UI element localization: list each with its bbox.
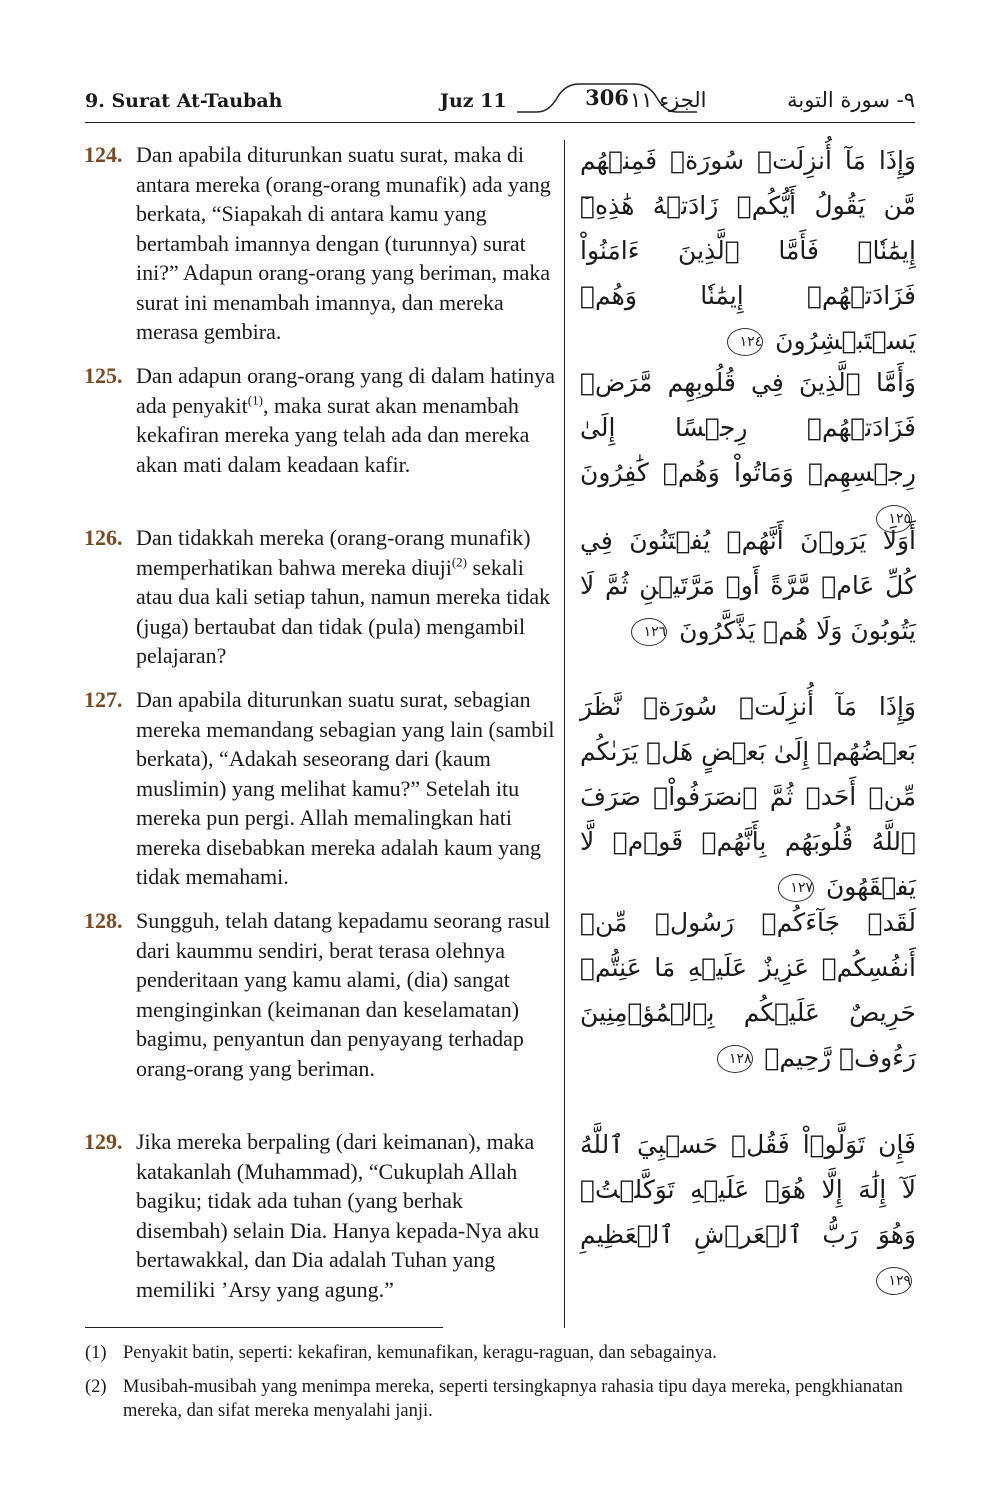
verse-text-part: sekali atau dua kali setiap tahun, namun mereka tidak (juga) bertaubat dan tidak (pula) mengambil pelajaran? [136,554,551,668]
arabic-text: لَقَدۡ جَآءَكُمۡ رَسُولٞ مِّنۡ أَنفُسِكُمۡ عَزِيزٌ عَلَيۡهِ مَا عَنِتُّمۡ حَرِيصٌ عَلَيۡكُم بِٱلۡمُؤۡمِنِينَ رَءُوفٞ رَّحِيمٞ [580,908,916,1072]
verse-arabic-129 [580,1122,916,1302]
header-divider [85,122,915,123]
verse-text: Sungguh, telah datang kepadamu seorang rasul dari kaummu sendiri, berat terasa olehnya penderitaan yang kamu alami, (dia) sangat menginginkan (keimanan dan keselamatan) bagimu, penyantun dan penyayang terhadap orang-orang yang beriman. [136,908,551,1081]
verse-translation-128 [84,906,558,1083]
verse-text: Jika mereka berpaling (dari keimanan), maka katakanlah (Muhammad), “Cukuplah Allah bagiku; tidak ada tuhan (yang berhak disembah) selain Dia. Hanya kepada-Nya aku bertawakkal, dan Dia adalah Tuhan yang memiliki ’Arsy yang agung.” [136,1129,540,1302]
verse-arabic-126 [580,518,916,653]
verse-number: 125. [84,363,123,388]
verse-text: Dan apabila diturunkan suatu surat, sebagian mereka memandang sebagian yang lain (sambil berkata), “Adakah seseorang dari (kaum muslimin) yang melihat kamu?” Setelah itu mereka pun pergi. Allah memalingkan hati mereka disebabkan mereka adalah kaum yang tidak memahami. [136,687,555,889]
verse-arabic-124 [580,138,916,363]
verse-text-part: Dan tidakkah mereka (orang-orang munafik) memperhatikan bahwa mereka diuji [136,525,531,580]
footnote-number: (2) [85,1377,107,1397]
ayah-end-marker: ١٢٥ [876,505,912,533]
verse-number: 128. [84,908,123,933]
verse-translation-127 [84,685,558,892]
verse-text-part: , maka surat akan menambah kekafiran mereka yang telah ada dan mereka akan mati dalam keadaan kafir. [136,392,530,477]
verse-translation-129 [84,1127,558,1304]
arabic-text: وَإِذَا مَآ أُنزِلَتۡ سُورَةٞ فَمِنۡهُم مَّن يَقُولُ أَيُّكُمۡ زَادَتۡهُ هَٰذِهِۦٓ إِيمَٰنٗاۚ فَأَمَّا ٱلَّذِينَ ءَامَنُواْ فَزَادَتۡهُمۡ إِيمَٰنٗا وَهُمۡ يَسۡتَبۡشِرُونَ [580,146,916,355]
verse-translation-126 [84,523,558,671]
surah-title-latin: 9. Surat At-Taubah [85,90,283,112]
verse-translation-124 [84,140,558,347]
ayah-end-marker: ١٢٤ [727,328,763,356]
juz-label-arabic: الجزء ١١ [630,88,707,112]
arabic-text: فَإِن تَوَلَّوۡاْ فَقُلۡ حَسۡبِيَ ٱللَّهُ لَآ إِلَٰهَ إِلَّا هُوَۖ عَلَيۡهِ تَوَكَّلۡتُۖ وَهُوَ رَبُّ ٱلۡعَرۡشِ ٱلۡعَظِيمِ [580,1130,916,1249]
verse-number: 127. [84,687,123,712]
verse-number: 126. [84,525,123,550]
juz-label-latin: Juz 11 [440,90,507,112]
footnote-ref: (2) [451,554,467,570]
verse-arabic-128 [580,900,916,1080]
verse-number: 124. [84,142,123,167]
verse-text: Dan apabila diturunkan suatu surat, maka di antara mereka (orang-orang munafik) ada yang berkata, “Siapakah di antara kamu yang bertambah imannya dengan (turunnya) surat ini?” Adapun orang-orang yang beriman, maka surat ini menambah imannya, dan mereka merasa gembira. [136,142,551,344]
arabic-text: وَأَمَّا ٱلَّذِينَ فِي قُلُوبِهِم مَّرَضٞ فَزَادَتۡهُمۡ رِجۡسًا إِلَىٰ رِجۡسِهِمۡ وَمَاتُواْ وَهُمۡ كَٰفِرُونَ [580,368,916,487]
footnote-divider [85,1327,443,1328]
footnote-1 [85,1341,925,1365]
surah-title-arabic: ٩- سورة التوبة [787,88,915,112]
ayah-end-marker: ١٢٧ [778,874,814,902]
verse-text-part: Dan adapun orang-orang yang di dalam hatinya ada penyakit [136,363,556,418]
arabic-text: وَإِذَا مَآ أُنزِلَتۡ سُورَةٞ نَّظَرَ بَعۡضُهُمۡ إِلَىٰ بَعۡضٍ هَلۡ يَرَىٰكُم مِّنۡ أَحَدٖ ثُمَّ ٱنصَرَفُواْۚ صَرَفَ ٱللَّهُ قُلُوبَهُم بِأَنَّهُمۡ قَوۡمٞ لَّا يَفۡقَهُونَ [580,692,916,901]
verse-arabic-127 [580,684,916,909]
arabic-text: أَوَلَا يَرَوۡنَ أَنَّهُمۡ يُفۡتَنُونَ فِي كُلِّ عَامٖ مَّرَّةً أَوۡ مَرَّتَيۡنِ ثُمَّ لَا يَتُوبُونَ وَلَا هُمۡ يَذَّكَّرُونَ [580,526,916,645]
page-number: 306 [585,85,629,110]
ayah-end-marker: ١٢٨ [717,1045,753,1073]
verse-translation-125 [84,361,558,479]
footnote-number: (1) [85,1343,107,1363]
verse-text [136,361,558,479]
ayah-end-marker: ١٢٦ [631,618,667,646]
footnote-2 [85,1375,925,1423]
footnote-text: Penyakit batin, seperti: kekafiran, kemunafikan, keragu-raguan, dan sebagainya. [123,1343,717,1363]
ayah-end-marker: ١٢٩ [876,1267,912,1295]
page-header [85,85,915,124]
verse-text [136,523,558,671]
column-divider [564,140,565,1328]
verse-arabic-125 [580,360,916,540]
footnote-ref: (1) [247,392,263,408]
verse-number: 129. [84,1129,123,1154]
footnote-text: Musibah-musibah yang menimpa mereka, seperti tersingkapnya rahasia tipu daya mereka, pengkhianatan mereka, dan sifat mereka menyalahi janji. [123,1377,903,1421]
